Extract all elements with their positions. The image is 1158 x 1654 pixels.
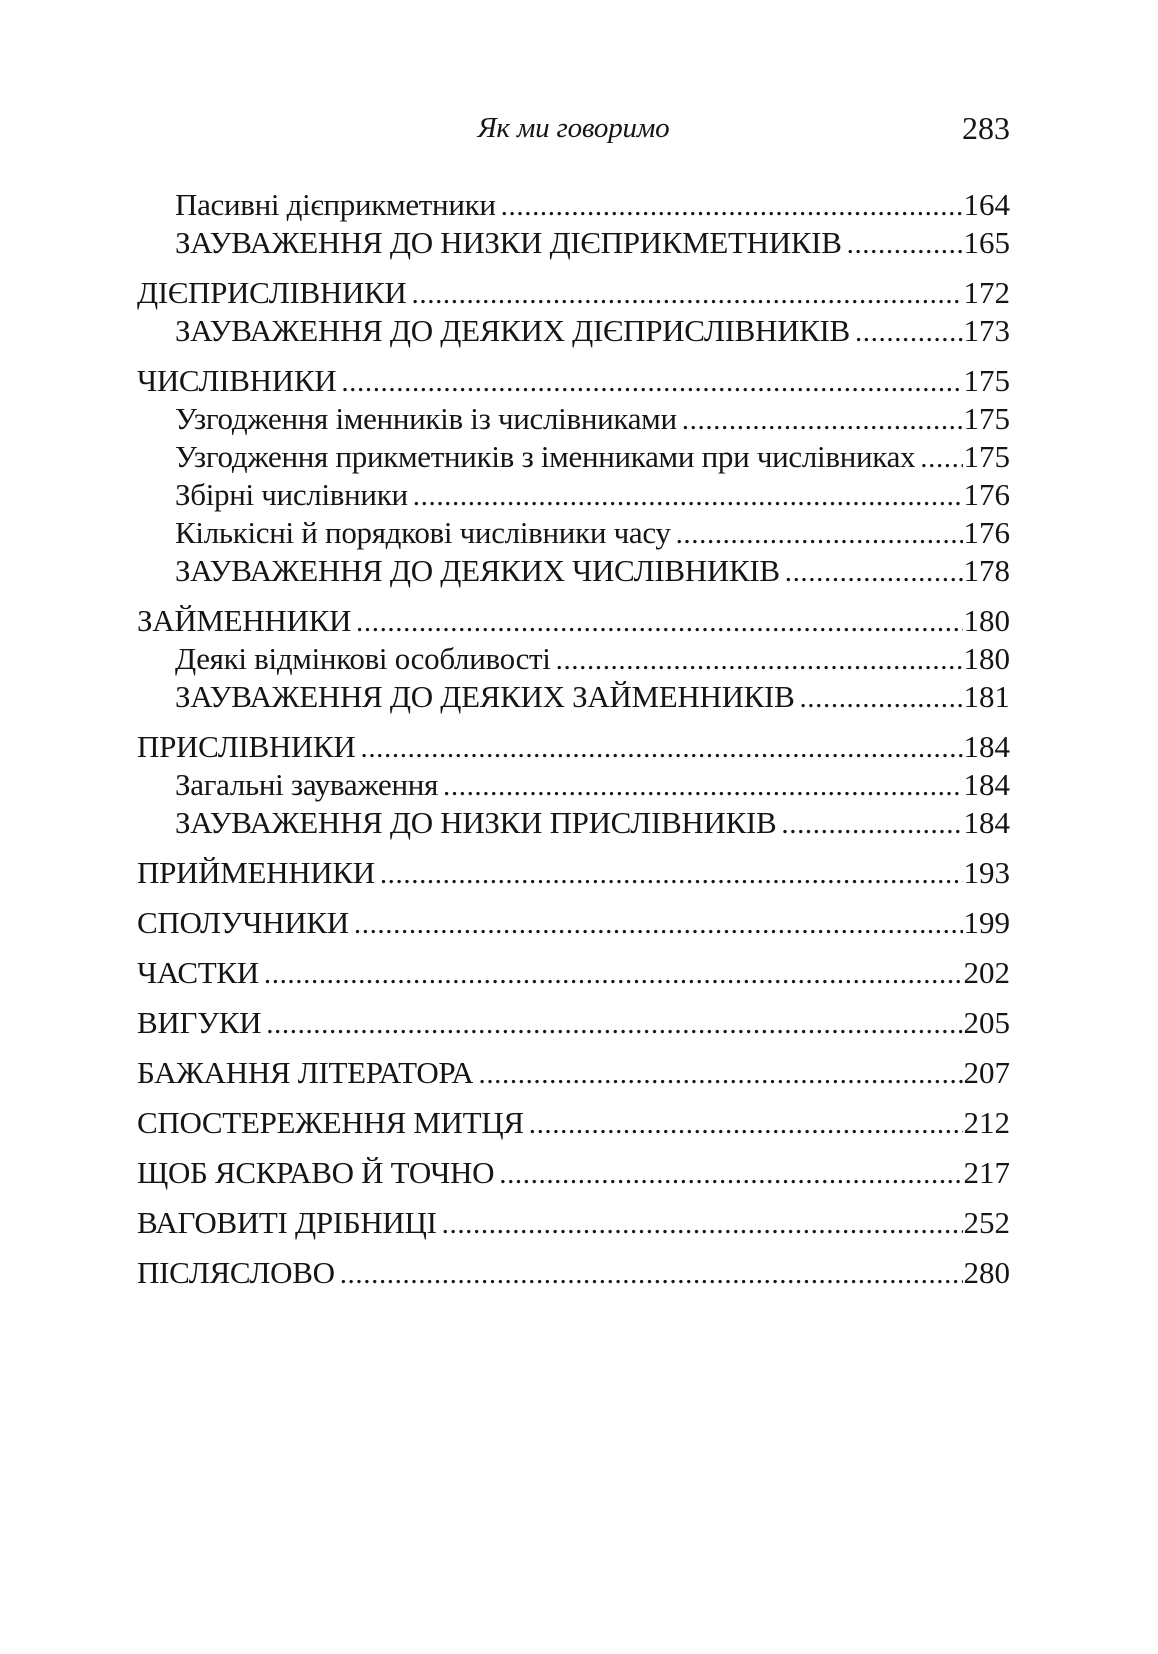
toc-entry: [137, 954, 1010, 992]
toc-entry-page-number: 184: [963, 767, 1010, 802]
toc-entry: [137, 224, 1010, 262]
toc-entry-page-number: 178: [963, 553, 1010, 588]
toc-entry-page-number: 176: [963, 515, 1010, 550]
dot-leader: [501, 187, 963, 225]
toc-entry: [137, 514, 1010, 552]
toc-entry-page-number: 202: [963, 955, 1010, 990]
toc-entry-label: ЗАУВАЖЕННЯ ДО ДЕЯКИХ ДІЄПРИСЛІВНИКІВ: [175, 313, 850, 348]
page-header: [137, 112, 1010, 154]
toc-entry: [137, 602, 1010, 640]
toc-entry-page-number: 205: [963, 1005, 1010, 1040]
toc-entry-page-number: 175: [963, 363, 1010, 398]
dot-leader: [360, 729, 962, 767]
toc-entry-page-number: 176: [963, 477, 1010, 512]
page-number: 283: [962, 110, 1010, 146]
dot-leader: [443, 767, 962, 805]
toc-entry-page-number: 180: [963, 603, 1010, 638]
table-of-contents: [137, 186, 1010, 1292]
toc-entry-page-number: 217: [963, 1155, 1010, 1190]
toc-entry: [137, 1004, 1010, 1042]
toc-entry-label: ДІЄПРИСЛІВНИКИ: [137, 275, 407, 310]
toc-entry-page-number: 184: [963, 805, 1010, 840]
dot-leader: [442, 1205, 963, 1243]
toc-entry: [137, 678, 1010, 716]
toc-entry-page-number: 181: [963, 679, 1010, 714]
toc-entry-page-number: 173: [963, 313, 1010, 348]
toc-entry: [137, 362, 1010, 400]
dot-leader: [682, 401, 963, 439]
toc-entry-page-number: 199: [963, 905, 1010, 940]
dot-leader: [413, 477, 963, 515]
toc-entry-page-number: 175: [963, 439, 1010, 474]
dot-leader: [380, 855, 963, 893]
toc-entry-label: Збірні числівники: [175, 477, 408, 512]
toc-entry-label: СПОЛУЧНИКИ: [137, 905, 349, 940]
toc-entry-label: Узгодження іменників із числівниками: [175, 401, 677, 436]
toc-entry: [137, 904, 1010, 942]
toc-entry: [137, 1254, 1010, 1292]
toc-entry-label: Узгодження прикметників з іменниками при числівниках: [175, 439, 916, 474]
dot-leader: [356, 603, 962, 641]
toc-entry-label: Пасивні дієприкметники: [175, 187, 496, 222]
toc-entry: [137, 728, 1010, 766]
toc-entry-page-number: 172: [963, 275, 1010, 310]
toc-entry: [137, 1204, 1010, 1242]
toc-entry-page-number: 184: [963, 729, 1010, 764]
toc-entry-label: Кількісні й порядкові числівники часу: [175, 515, 671, 550]
toc-entry-page-number: 252: [963, 1205, 1010, 1240]
toc-entry-label: ЩОБ ЯСКРАВО Й ТОЧНО: [137, 1155, 495, 1190]
dot-leader: [781, 805, 962, 843]
toc-entry: [137, 1154, 1010, 1192]
toc-entry-label: ЗАУВАЖЕННЯ ДО ДЕЯКИХ ЧИСЛІВНИКІВ: [175, 553, 780, 588]
dot-leader: [264, 955, 963, 993]
toc-entry: [137, 312, 1010, 350]
toc-entry-label: ВАГОВИТІ ДРІБНИЦІ: [137, 1205, 437, 1240]
toc-entry-label: Загальні зауваження: [175, 767, 439, 802]
toc-entry-label: ЗАУВАЖЕННЯ ДО НИЗКИ ПРИСЛІВНИКІВ: [175, 805, 777, 840]
toc-entry-label: ПІСЛЯСЛОВО: [137, 1255, 335, 1290]
toc-entry-label: ЗАУВАЖЕННЯ ДО ДЕЯКИХ ЗАЙМЕННИКІВ: [175, 679, 795, 714]
toc-entry: [137, 274, 1010, 312]
toc-entry: [137, 804, 1010, 842]
dot-leader: [920, 439, 962, 477]
running-title: Як ми говоримо: [477, 112, 670, 144]
toc-entry-label: ЧАСТКИ: [137, 955, 259, 990]
toc-entry: [137, 186, 1010, 224]
toc-entry: [137, 640, 1010, 678]
dot-leader: [855, 313, 963, 351]
dot-leader: [478, 1055, 962, 1093]
toc-entry-label: ЧИСЛІВНИКИ: [137, 363, 337, 398]
toc-entry-label: ПРИЙМЕННИКИ: [137, 855, 375, 890]
toc-entry-label: Деякі відмінкові особливості: [175, 641, 551, 676]
toc-entry-page-number: 280: [963, 1255, 1010, 1290]
toc-entry: [137, 400, 1010, 438]
toc-entry: [137, 1104, 1010, 1142]
toc-entry-page-number: 207: [963, 1055, 1010, 1090]
dot-leader: [354, 905, 963, 943]
toc-entry-label: ВИГУКИ: [137, 1005, 262, 1040]
toc-entry: [137, 552, 1010, 590]
toc-entry-label: БАЖАННЯ ЛІТЕРАТОРА: [137, 1055, 474, 1090]
dot-leader: [847, 225, 963, 263]
toc-entry: [137, 854, 1010, 892]
dot-leader: [785, 553, 963, 591]
toc-entry: [137, 438, 1010, 476]
toc-entry-page-number: 165: [963, 225, 1010, 260]
dot-leader: [412, 275, 963, 313]
toc-entry-page-number: 164: [963, 187, 1010, 222]
toc-entry: [137, 1054, 1010, 1092]
toc-entry-label: ЗАЙМЕННИКИ: [137, 603, 352, 638]
toc-entry-label: ЗАУВАЖЕННЯ ДО НИЗКИ ДІЄПРИКМЕТНИКІВ: [175, 225, 842, 260]
dot-leader: [676, 515, 963, 553]
toc-entry: [137, 766, 1010, 804]
dot-leader: [799, 679, 962, 717]
toc-entry-label: ПРИСЛІВНИКИ: [137, 729, 356, 764]
toc-entry-label: СПОСТЕРЕЖЕННЯ МИТЦЯ: [137, 1105, 524, 1140]
dot-leader: [499, 1155, 962, 1193]
dot-leader: [340, 1255, 963, 1293]
toc-entry-page-number: 175: [963, 401, 1010, 436]
dot-leader: [266, 1005, 962, 1043]
dot-leader: [341, 363, 962, 401]
dot-leader: [556, 641, 963, 679]
toc-entry-page-number: 180: [963, 641, 1010, 676]
toc-entry: [137, 476, 1010, 514]
toc-entry-page-number: 193: [963, 855, 1010, 890]
toc-entry-page-number: 212: [963, 1105, 1010, 1140]
dot-leader: [529, 1105, 963, 1143]
